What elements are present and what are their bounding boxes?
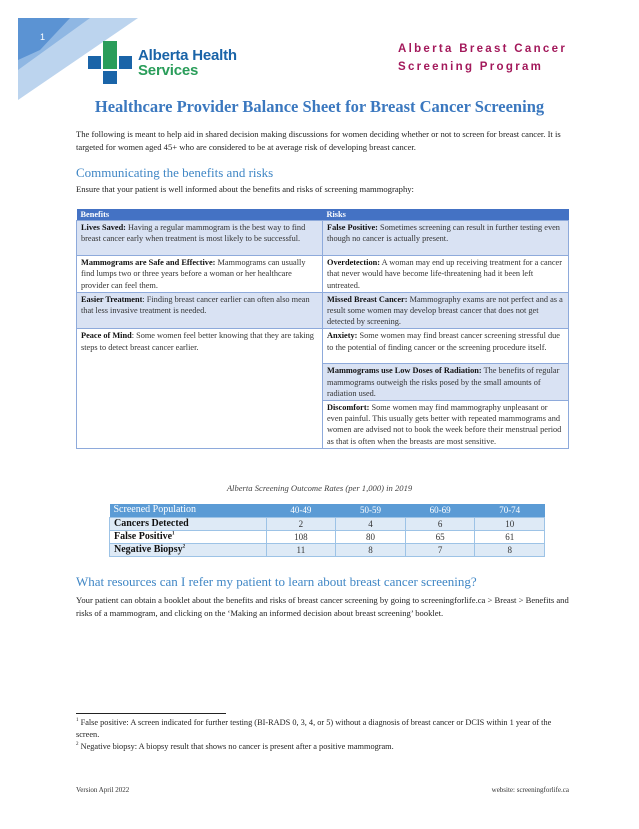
logo-line-2: Services — [138, 62, 199, 79]
screening-rates-table — [109, 504, 545, 557]
section-heading-benefits-risks: Communicating the benefits and risks — [76, 165, 274, 180]
risk-cell: Anxiety: Some women may find breast cancer screening stressful due to the potential of finding cancer or the screening procedure itself. — [323, 329, 569, 364]
version-label: Version April 2022 — [76, 786, 130, 794]
col-header: 60-69 — [405, 504, 475, 517]
footnote-2: $^2$ Negative biopsy: A biopsy result that shows no cancer is present after a positive mammogram. — [76, 742, 394, 751]
program-line-2: Screening Program — [398, 61, 544, 73]
logo-line-1: Alberta Health — [138, 47, 237, 64]
section-subtext: Ensure that your patient is well informed about the benefits and risks of screening mammography: — [76, 184, 414, 194]
risk-cell: Discomfort: Some women may find mammography unpleasant or even painful. This usually gets better with repeated mammograms and women are advised not to book the week before their menstrual period as that is often when the breasts are most sensitive. — [323, 401, 569, 449]
col-header: 70-74 — [475, 504, 545, 517]
program-name — [398, 40, 567, 76]
benefit-cell: Lives Saved: Having a regular mammogram is the best way to find breast cancer early when treatment is most likely to be successful. — [77, 221, 323, 256]
benefits-risks-table — [76, 209, 569, 449]
program-line-1: Alberta Breast Cancer — [398, 43, 568, 55]
col-header: Screened Population — [110, 504, 267, 517]
benefit-cell: Mammograms are Safe and Effective: Mammograms can usually find lumps two or three years before a woman or her healthcare provider can feel them. — [77, 256, 323, 293]
table-row — [110, 530, 545, 543]
row-label: Negative Biopsy$^2$ — [110, 543, 267, 556]
benefits-header: Benefits — [77, 209, 323, 221]
row-label: Cancers Detected — [110, 517, 267, 530]
row-label: False Positive$^1$ — [110, 530, 267, 543]
cell: 108 — [266, 530, 336, 543]
col-header: 40-49 — [266, 504, 336, 517]
cell: 80 — [336, 530, 406, 543]
ahs-cross-icon — [88, 41, 132, 85]
benefit-cell: Easier Treatment: Finding breast cancer earlier can often also mean that less invasive treatment is needed. — [77, 292, 323, 329]
rates-caption: Alberta Screening Outcome Rates (per 1,000) in 2019 — [226, 483, 413, 493]
cell: 61 — [475, 530, 545, 543]
intro-paragraph: The following is meant to help aid in shared decision making discussions for women deciding whether or not to screen for breast cancer. It is targeted for women aged 45+ who are considered to be at average risk of developing breast cancer. — [76, 129, 561, 152]
cell: 65 — [405, 530, 475, 543]
resources-paragraph: Your patient can obtain a booklet about the benefits and risks of breast cancer screening by going to screeningforlife.ca > Breast > Benefits and risks of a mammogram, and clicking on the ‘Making an informed decision about breast screening’ booklet. — [76, 595, 569, 618]
cell: 2 — [266, 517, 336, 530]
risk-cell: False Positive: Sometimes screening can result in further testing even though no cancer is actually present. — [323, 221, 569, 256]
cell: 8 — [336, 543, 406, 556]
cell: 7 — [405, 543, 475, 556]
ahs-logo — [88, 40, 248, 86]
table-row — [77, 221, 569, 256]
cell: 4 — [336, 517, 406, 530]
table-row — [77, 329, 569, 364]
risk-cell: Overdetection: A woman may end up receiving treatment for a cancer that never would have become life-threatening had it been left untreated. — [323, 256, 569, 293]
table-row — [110, 517, 545, 530]
page-title: Healthcare Provider Balance Sheet for Breast Cancer Screening — [94, 97, 545, 116]
table-row — [77, 292, 569, 329]
risks-header: Risks — [323, 209, 569, 221]
benefit-cell: Peace of Mind: Some women feel better knowing that they are taking steps to detect breast cancer earlier. — [77, 329, 323, 448]
section-heading-resources: What resources can I refer my patient to learn about breast cancer screening? — [76, 574, 477, 589]
footnote-divider — [76, 713, 226, 714]
table-row — [77, 256, 569, 293]
cell: 6 — [405, 517, 475, 530]
col-header: 50-59 — [336, 504, 406, 517]
cell: 11 — [266, 543, 336, 556]
page-number: 1 — [40, 32, 46, 42]
website-label: website: screeningforlife.ca — [491, 786, 569, 794]
cell: 8 — [475, 543, 545, 556]
risk-cell: Mammograms use Low Doses of Radiation: The benefits of regular mammograms outweigh the risks posed by the small amounts of radiation used. — [323, 364, 569, 401]
cell: 10 — [475, 517, 545, 530]
risk-cell: Missed Breast Cancer: Mammography exams are not perfect and as a result some women may develop breast cancer that does not get detected by screening. — [323, 292, 569, 329]
table-row — [110, 543, 545, 556]
footnote-1: $^1$ False positive: A screen indicated for further testing (BI-RADS 0, 3, 4, or 5) without a diagnosis of breast cancer or DCIS within 1 year of the screen. — [76, 718, 552, 739]
